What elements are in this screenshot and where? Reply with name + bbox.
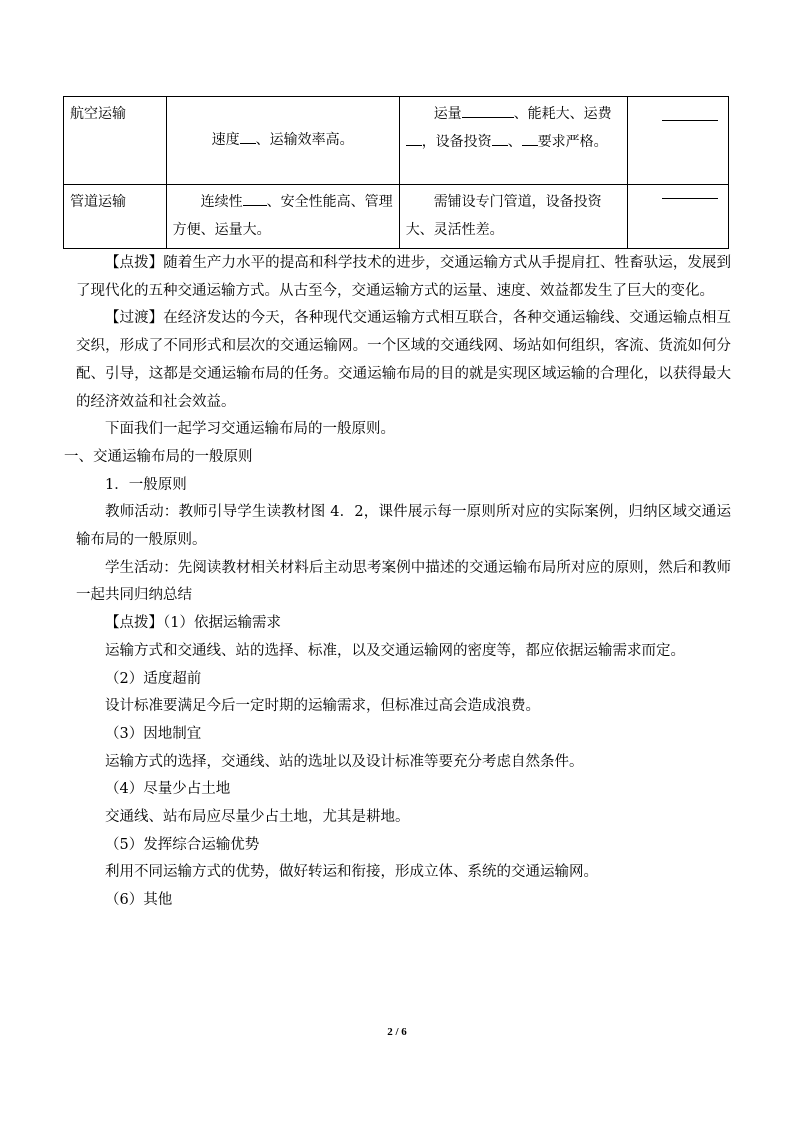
paragraph: 运输方式和交通线、站的选择、标准，以及交通运输网的密度等，都应依据运输需求而定。 [105,642,685,659]
paragraph: 1．一般原则 [105,476,187,493]
paragraph: 【点拨】随着生产力水平的提高和科学技术的进步，交通运输方式从手提肩扛、牲畜驮运，发展到了现代化的五种交通运输方式。从古至今，交通运输方式的运量、速度、效益都发生了巨大的变化。 [76,255,731,299]
paragraph: 交通线、站布局应尽量少占土地，尤其是耕地。 [105,809,410,826]
fill-blank [462,103,514,118]
advantage-cell [166,185,399,249]
disadvantage-text: 运量 [433,106,462,122]
paragraph: 教师活动：教师引导学生读教材图 4．2，课件展示每一原则所对应的实际案例，归纳区域交通运输布局的一般原则。 [76,504,731,549]
table-row [64,185,729,249]
mode-label: 管道运输 [70,194,126,210]
paragraph: 【过渡】在经济发达的今天，各种现代交通运输方式相互联合，各种交通运输线、交通运输点相互交织，形成了不同形式和层次的交通运输网。一个区域的交通线网、场站如何组织，客流、货流如何分配、引导，这都是交通运输布局的任务。交通运输布局的目的就是实现区域运输的合理化，以获得最大的经济效益和社会效益。 [76,310,731,410]
paragraph: 利用不同运输方式的优势，做好转运和衔接，形成立体、系统的交通运输网。 [105,864,598,881]
advantage-text-pre: 速度 [211,132,240,148]
disadvantage-text: 、 [507,134,522,150]
body-text [64,250,731,915]
fill-blank [240,129,256,144]
answer-blank [662,120,718,121]
transport-comparison-table [63,96,729,249]
paragraph: （5）发挥综合运输优势 [105,836,260,853]
fill-blank [492,131,508,146]
mode-cell [64,185,167,249]
disadvantage-cell [399,185,628,249]
paragraph: 运输方式的选择，交通线、站的选址以及设计标准等要充分考虑自然条件。 [105,753,584,770]
paragraph: 学生活动：先阅读教材相关材料后主动思考案例中描述的交通运输布局所对应的原则，然后和教师一起共同归纳总结 [76,559,731,604]
advantage-text-pre: 连续性 [200,194,243,210]
advantage-text-post: 、安全性能高、管理方便、运量大。 [172,194,393,238]
disadvantage-text: 要求严格。 [537,134,608,150]
paragraph: （6）其他 [105,892,173,909]
advantage-text-post: 、运输效率高。 [255,132,354,148]
paragraph: 设计标准要满足今后一定时期的运输需求，但标准过高会造成浪费。 [105,698,540,715]
paragraph: 下面我们一起学习交通运输布局的一般原则。 [105,421,395,438]
disadvantage-text: ，设备投资 [421,134,492,150]
answer-cell [628,97,729,185]
paragraph: 【点拨】（1）依据运输需求 [105,615,281,632]
fill-blank [522,131,538,146]
section-heading: 一、交通运输布局的一般原则 [64,448,253,465]
paragraph: （3）因地制宜 [105,725,202,742]
mode-label: 航空运输 [70,106,126,122]
fill-blank [406,131,422,146]
table-row [64,97,729,185]
mode-cell [64,97,167,185]
paragraph: （4）尽量少占土地 [105,781,231,798]
paragraph: （2）适度超前 [105,670,202,687]
disadvantage-cell [399,97,628,185]
advantage-cell [166,97,399,185]
answer-cell [628,185,729,249]
fill-blank [243,191,267,206]
page-number: 2 / 6 [387,1026,407,1038]
disadvantage-text: 需铺设专门管道，设备投资大、灵活性差。 [405,194,602,238]
disadvantage-text: 、能耗大、运费 [513,106,612,122]
answer-blank [662,198,718,199]
